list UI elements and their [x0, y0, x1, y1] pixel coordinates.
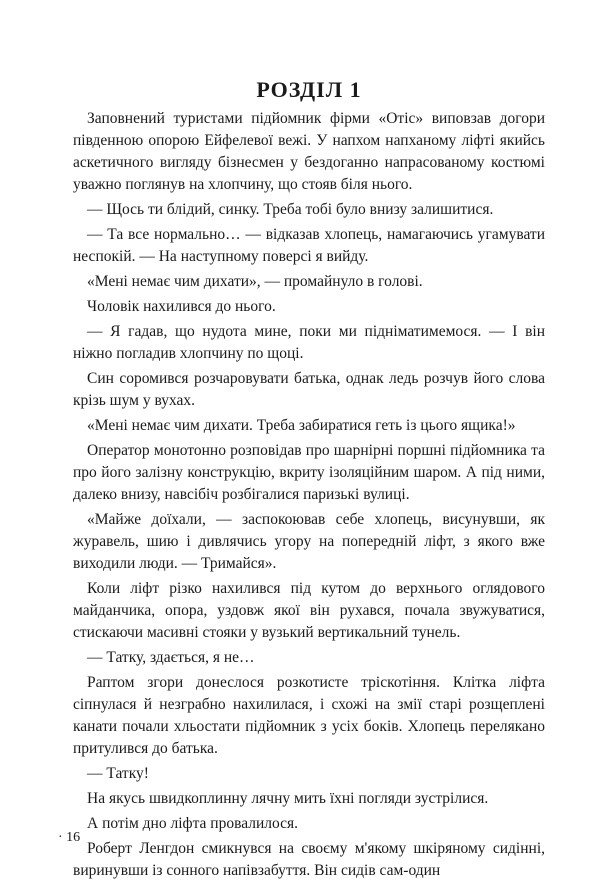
paragraph-13: Раптом згори донеслося розкотисте тріскотіння. Клітка ліфта сіпнулася й незграбно нахилилася, і схожі на змії старі розщеплені канати почали хльостати підйомник з усіх боків. Хлопець перелякано притулився до батька.: [73, 674, 545, 757]
paragraph-8: «Мені немає чим дихати. Треба забиратися геть із цього ящика!»: [87, 417, 516, 434]
book-page: [73, 0, 545, 894]
paragraph-12: — Татку, здається, я не…: [87, 649, 255, 666]
paragraph-11: Коли ліфт різко нахилився під кутом до верхнього оглядового майданчика, опора, уздовж якої він рухався, почала звужуватися, стискаючи масивні стояки у вузький вертикальний тунель.: [73, 580, 545, 641]
paragraph-5: Чоловік нахилився до нього.: [87, 298, 276, 315]
chapter-body: [73, 108, 545, 885]
paragraph-2: — Щось ти блідий, синку. Треба тобі було внизу залишитися.: [87, 201, 494, 218]
paragraph-10: «Майже доїхали, — заспокоював себе хлопець, висунувши, як журавель, шию і дивлячись угору на попередній ліфт, з якого вже виходили люди. — Тримайся».: [73, 511, 545, 572]
paragraph-17: Роберт Ленгдон смикнувся на своєму м'якому шкіряному сидінні, виринувши із сонного напівзабуття. Він сидів сам-один: [73, 840, 545, 879]
paragraph-3: — Та все нормально… — відказав хлопець, намагаючись угамувати неспокій. — На наступному поверсі я вийду.: [73, 226, 545, 265]
paragraph-16: А потім дно ліфта провалилося.: [87, 815, 298, 832]
paragraph-6: — Я гадав, що нудота мине, поки ми підніматимемося. — І він ніжно погладив хлопчину по щоці.: [73, 323, 545, 362]
paragraph-4: «Мені немає чим дихати», — промайнуло в голові.: [87, 273, 423, 290]
page-number: · 16: [58, 830, 81, 845]
paragraph-7: Син соромився розчаровувати батька, однак ледь розчув його слова крізь шум у вухах.: [73, 370, 545, 409]
paragraph-1: Заповнений туристами підйомник фірми «Отіс» виповзав догори південною опорою Ейфелевої вежі. У напхом напханому ліфті якийсь аскетичного вигляду бізнесмен у бездоганно напрасованому костюмі уважно поглянув на хлопчину, що стояв біля нього.: [73, 110, 545, 193]
paragraph-15: На якусь швидкоплинну лячну мить їхні погляди зустрілися.: [87, 790, 489, 807]
chapter-title: РОЗДІЛ 1: [256, 76, 362, 102]
paragraph-14: — Татку!: [87, 765, 149, 782]
paragraph-9: Оператор монотонно розповідав про шарнірні поршні підйомника та про його залізну конструкцію, вкриту ізоляційним шаром. А під ними, далеко внизу, навсібіч розбігалися паризькі вулиці.: [73, 442, 545, 503]
